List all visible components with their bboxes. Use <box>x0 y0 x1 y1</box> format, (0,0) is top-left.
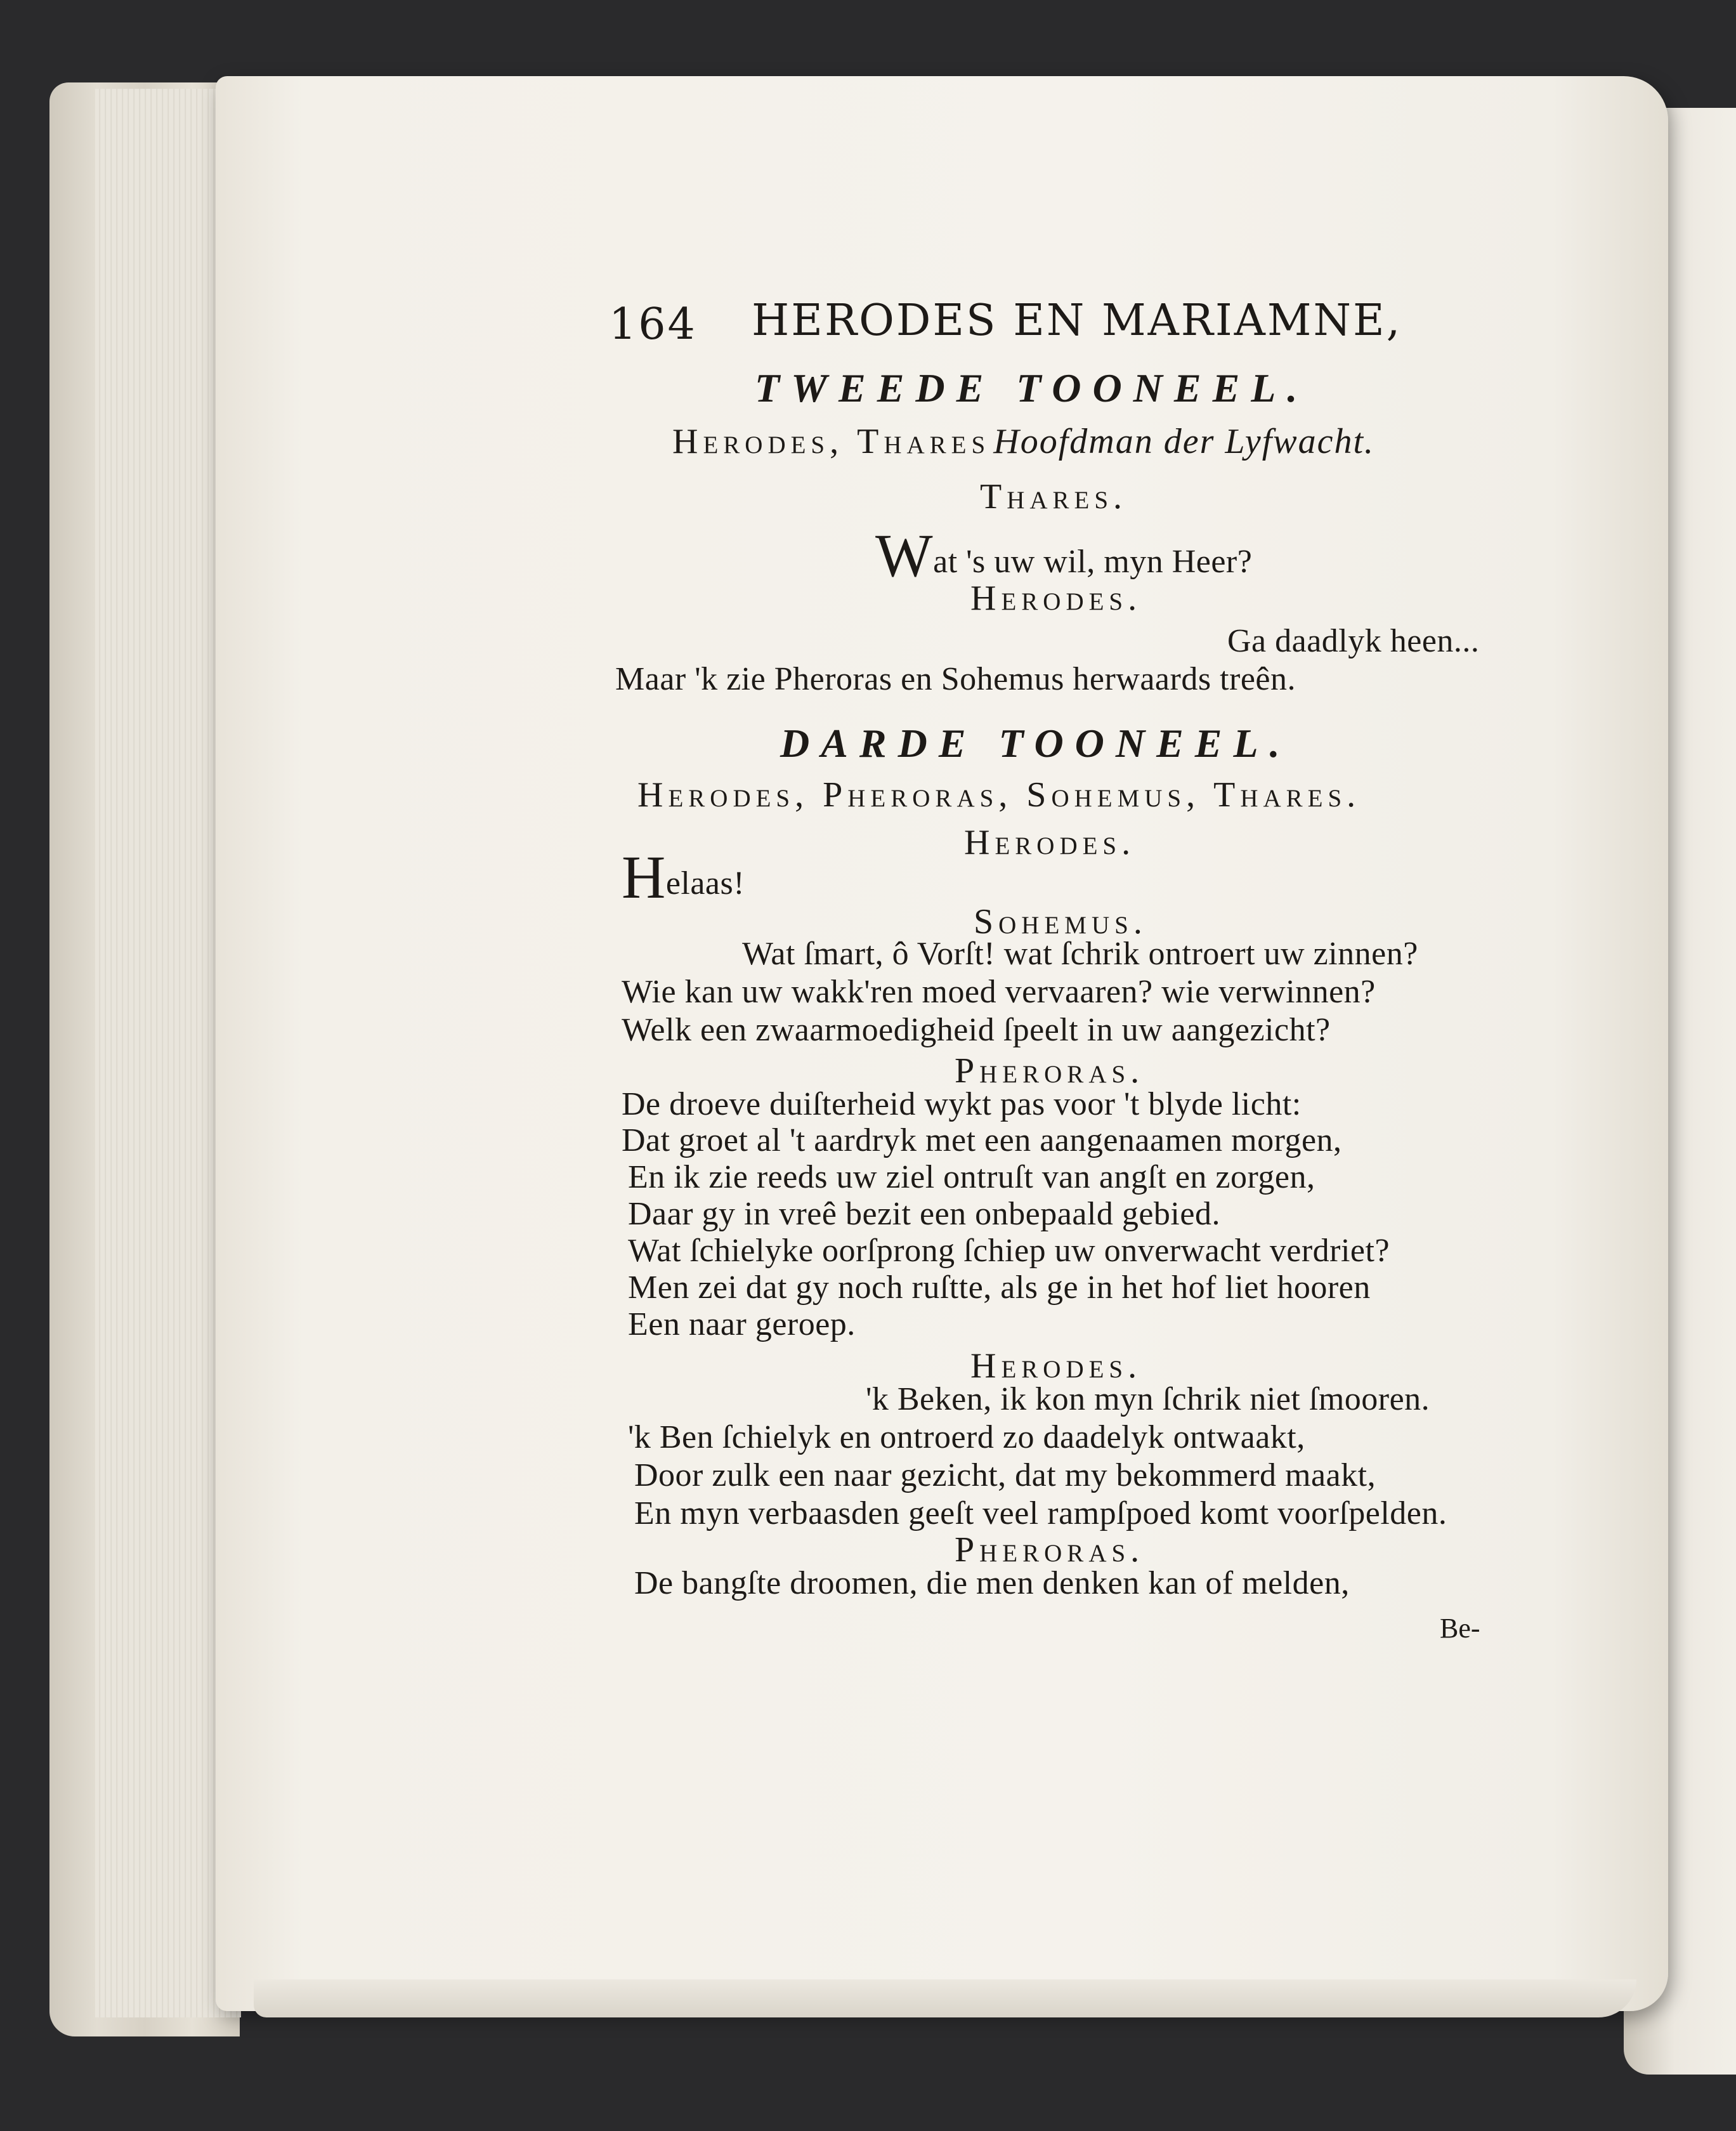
persons-description: Hoofdman der Lyfwacht. <box>993 422 1375 461</box>
verse-line: 'k Ben ſchielyk en ontroerd zo daadelyk ontwaakt, <box>628 1419 1305 1455</box>
drop-initial: W <box>875 521 934 589</box>
speaker-herodes: Herodes. <box>970 579 1142 618</box>
verse-line: En myn verbaasden geeſt veel rampſpoed komt voorſpelden. <box>634 1495 1447 1531</box>
speaker-pheroras: Pheroras. <box>955 1051 1145 1091</box>
verse-text: at 's uw wil, myn Heer? <box>933 544 1253 580</box>
verse-line: Welk een zwaarmoedigheid ſpeelt in uw aangezicht? <box>622 1012 1331 1048</box>
page-bottom-curl <box>254 1979 1636 2017</box>
verse-line: De droeve duiſterheid wykt pas voor 't blyde licht: <box>622 1086 1302 1122</box>
verse-line: Ga daadlyk heen... <box>1227 623 1480 659</box>
verse-line: En ik zie reeds uw ziel ontruſt van angſt en zorgen, <box>628 1159 1315 1195</box>
running-title: HERODES EN MARIAMNE, <box>752 296 1402 346</box>
scene-title-tweede: TWEEDE TOONEEL. <box>755 365 1309 410</box>
scene-title-darde: DARDE TOONEEL. <box>780 721 1291 766</box>
verse-line: Daar gy in vreê bezit een onbepaald gebied. <box>628 1196 1220 1232</box>
verse-line: Dat groet al 't aardryk met een aangenaamen morgen, <box>622 1122 1342 1158</box>
dramatis-personae-darde: Herodes, Pheroras, Sohemus, Thares. <box>637 775 1361 815</box>
speaker-pheroras: Pheroras. <box>955 1530 1145 1570</box>
verse-line: Men zei dat gy noch ruſtte, als ge in het hof liet hooren <box>628 1269 1371 1306</box>
verse-line: Een naar geroep. <box>628 1306 856 1342</box>
speaker-herodes: Herodes. <box>970 1346 1142 1386</box>
verse-line: Maar 'k zie Pheroras en Sohemus herwaards treên. <box>615 661 1296 697</box>
verse-line <box>875 521 1253 589</box>
verse-text: elaas! <box>665 865 745 902</box>
verse-line: De bangſte droomen, die men denken kan of melden, <box>634 1565 1350 1601</box>
verse-line: 'k Beken, ik kon myn ſchrik niet ſmooren. <box>866 1381 1430 1417</box>
verse-line: Wie kan uw wakk'ren moed vervaaren? wie verwinnen? <box>622 974 1376 1010</box>
verse-line: Wat ſchielyke oorſprong ſchiep uw onverwacht verdriet? <box>628 1233 1390 1269</box>
speaker-herodes: Herodes. <box>964 823 1136 862</box>
verse-line <box>622 843 745 911</box>
catchword: Be- <box>1440 1613 1480 1644</box>
persons-names: Herodes, Thares <box>672 422 991 461</box>
dramatis-personae-tweede <box>672 424 1374 459</box>
verse-line: Door zulk een naar gezicht, dat my bekommerd maakt, <box>634 1457 1376 1493</box>
page-number: 164 <box>609 299 697 350</box>
speaker-thares: Thares. <box>980 477 1128 516</box>
verse-line: Wat ſmart, ô Vorſt! wat ſchrik ontroert uw zinnen? <box>742 936 1418 972</box>
speaker-sohemus: Sohemus. <box>974 902 1147 941</box>
drop-initial: H <box>622 843 666 911</box>
